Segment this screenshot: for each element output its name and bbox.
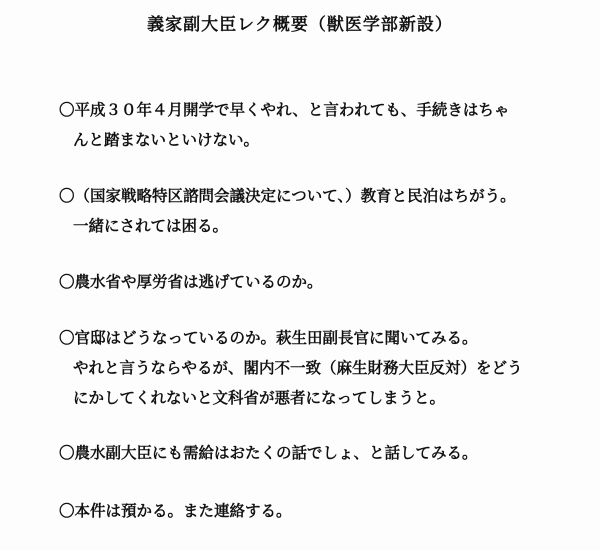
memo-item	[59, 496, 292, 526]
memo-line: にかしてくれないと文科省が悪者になってしまうと。	[73, 389, 446, 407]
memo-item	[59, 181, 516, 241]
memo-line: んと踏まないといけない。	[73, 131, 260, 149]
memo-line: 〇本件は預かる。また連絡する。	[59, 502, 292, 520]
memo-line: 〇農水副大臣にも需給はおたくの話でしょ、と話してみる。	[59, 444, 478, 462]
memo-item	[59, 438, 478, 468]
memo-line: 〇（国家戦略特区諮問会議決定について、）教育と民泊はちがう。	[59, 187, 516, 205]
memo-item	[59, 323, 523, 413]
memo-item	[59, 267, 323, 297]
memo-line: 〇官邸はどうなっているのか。萩生田副長官に聞いてみる。	[59, 329, 478, 347]
memo-item	[59, 95, 509, 155]
document-title: 義家副大臣レク概要（獣医学部新設）	[147, 15, 453, 35]
memo-line: やれと言うならやるが、閣内不一致（麻生財務大臣反対）をどう	[73, 359, 523, 377]
memo-line: 〇平成３０年４月開学で早くやれ、と言われても、手続きはちゃ	[59, 101, 510, 119]
memo-line: 一緒にされては困る。	[73, 217, 229, 235]
memo-line: 〇農水省や厚労省は逃げているのか。	[59, 273, 323, 291]
